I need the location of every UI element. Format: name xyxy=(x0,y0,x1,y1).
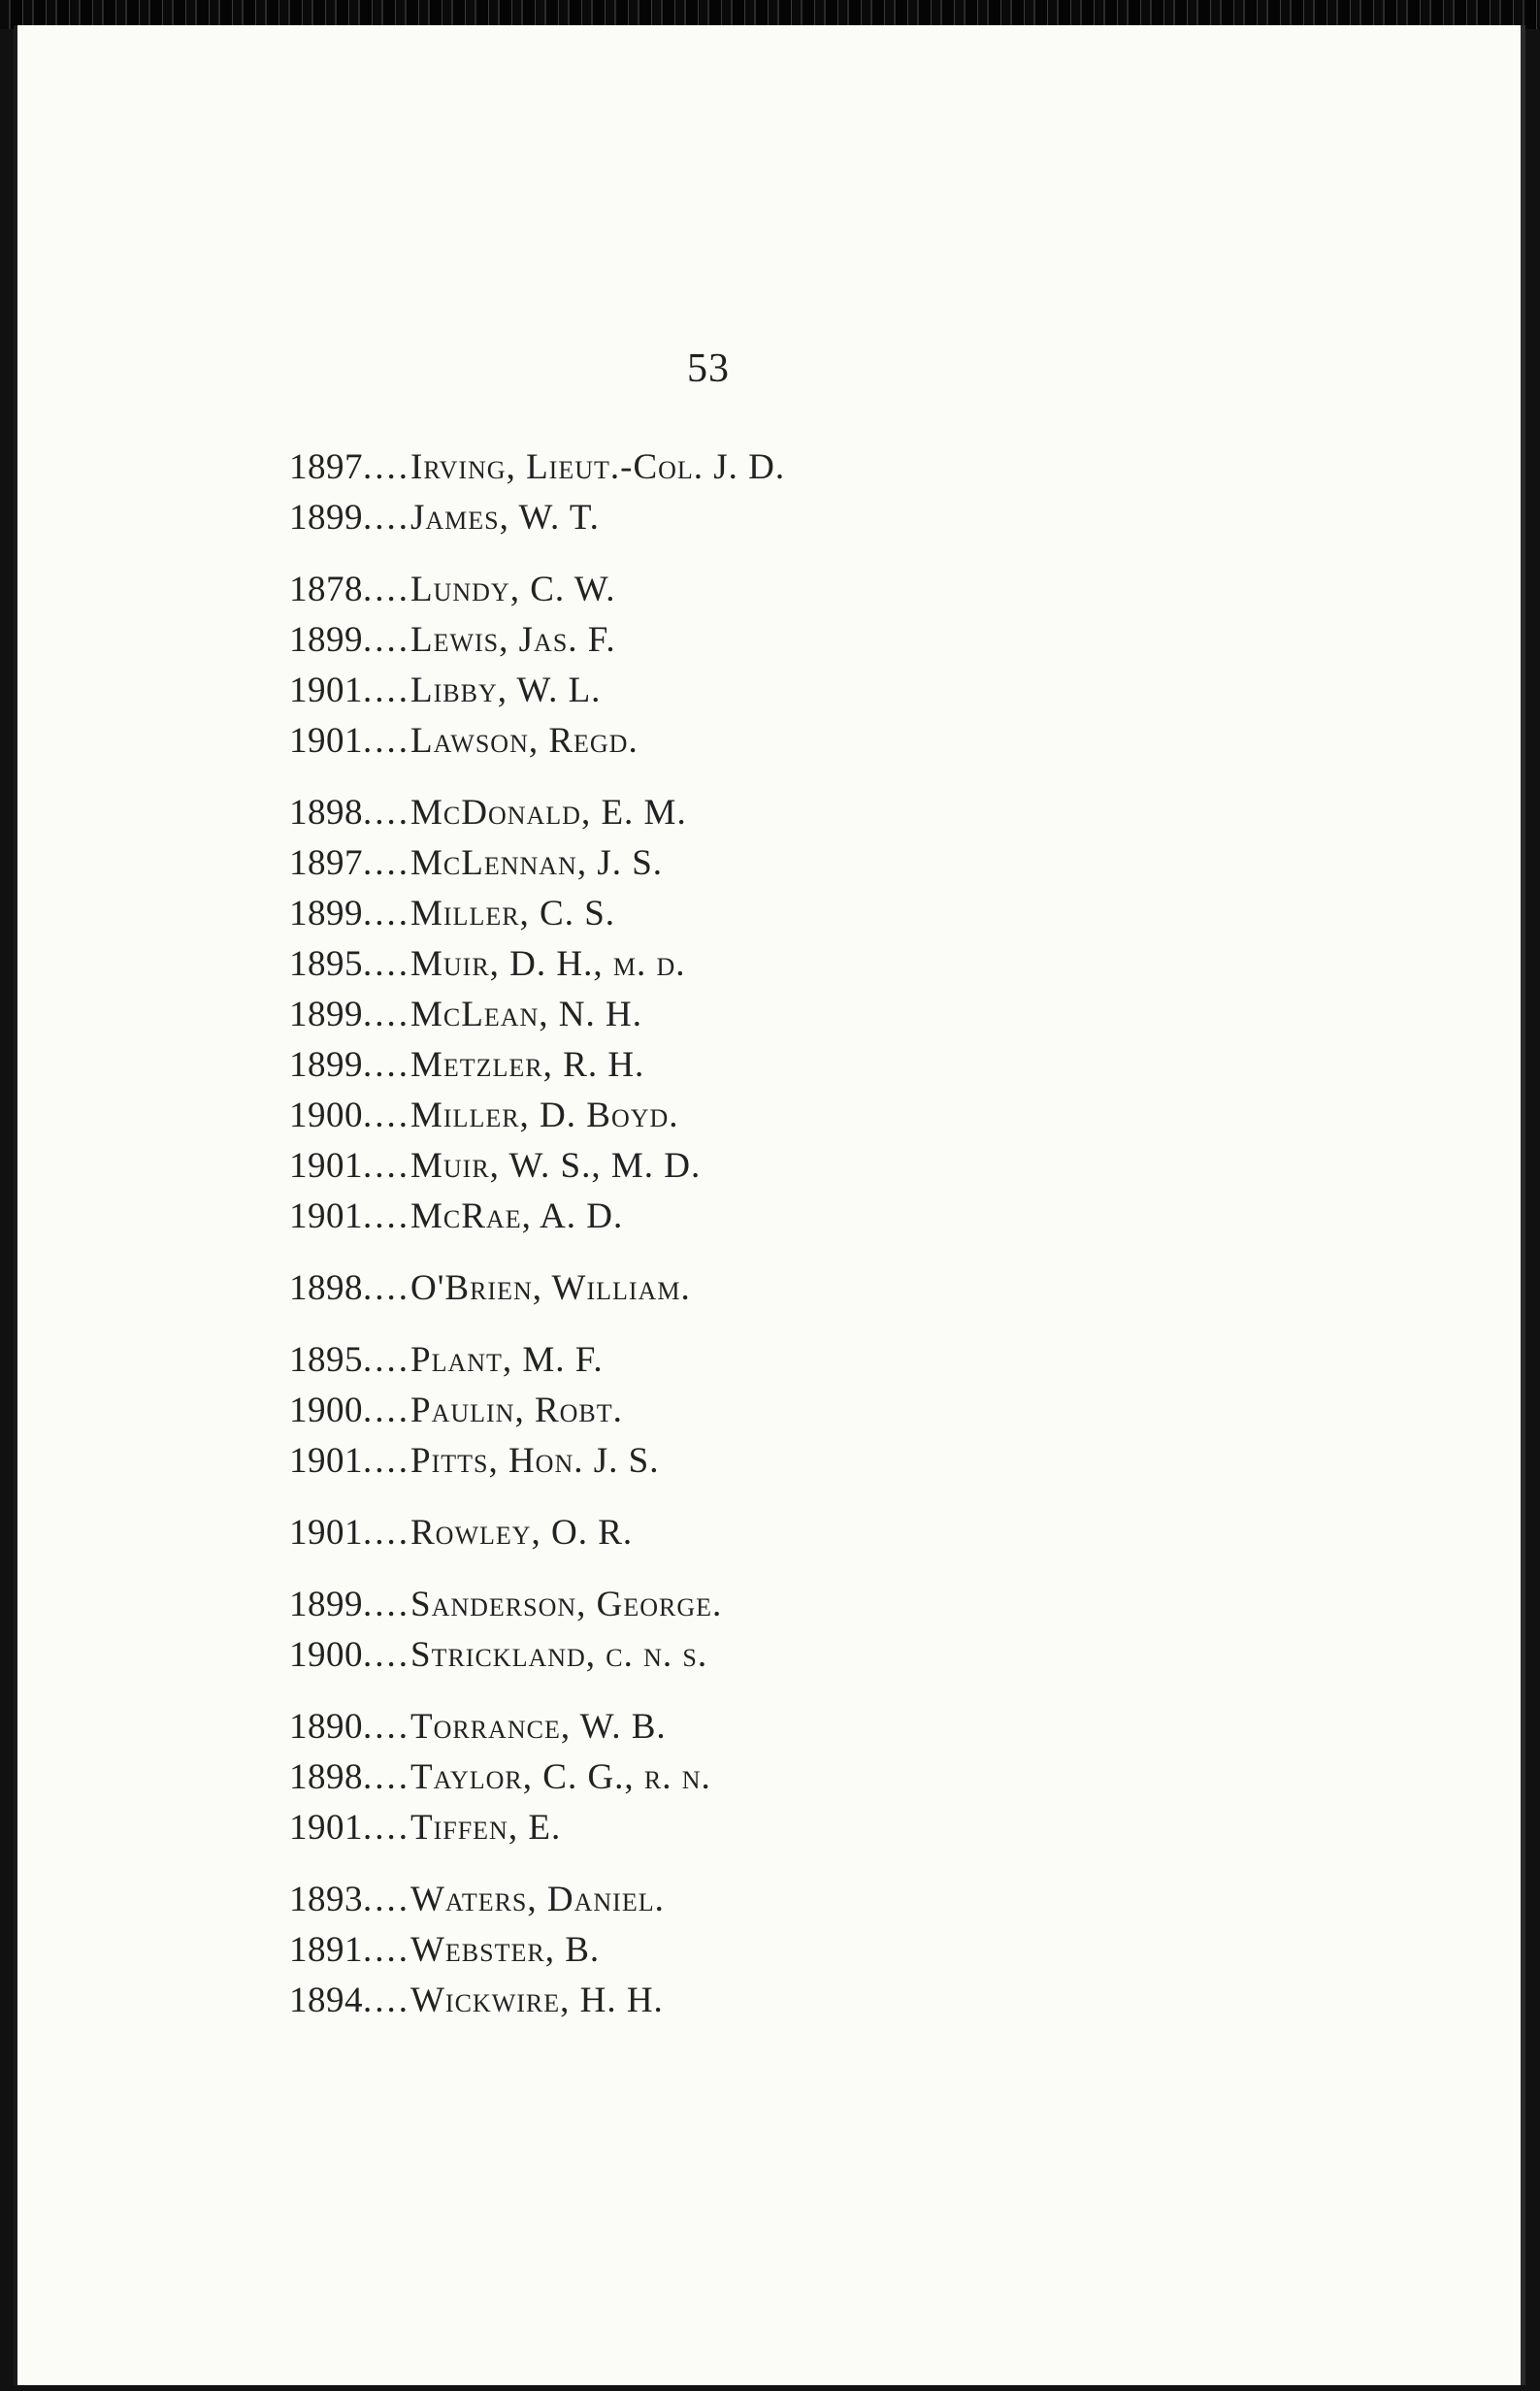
entry-name: Torrance, W. B. xyxy=(410,1707,667,1747)
entry-name: Tiffen, E. xyxy=(410,1808,562,1848)
list-item xyxy=(289,788,1163,838)
leader-dots: .... xyxy=(363,1391,410,1430)
entry-name: Plant, M. F. xyxy=(410,1340,604,1380)
leader-dots: .... xyxy=(363,1981,410,2020)
leader-dots: .... xyxy=(363,1096,410,1135)
entry-name: Paulin, Robt. xyxy=(410,1391,623,1430)
entry-year: 1901 xyxy=(289,671,363,710)
entry-name: Wickwire, H. H. xyxy=(410,1981,664,2020)
list-item xyxy=(289,990,1163,1040)
entry-group xyxy=(289,442,1163,543)
entry-name: Sanderson, George. xyxy=(410,1585,723,1624)
leader-dots: .... xyxy=(363,995,410,1034)
list-item xyxy=(289,442,1163,493)
list-item xyxy=(289,1702,1163,1752)
entry-year: 1890 xyxy=(289,1707,363,1747)
entry-year: 1901 xyxy=(289,1808,363,1848)
list-item xyxy=(289,1630,1163,1681)
list-item xyxy=(289,565,1163,615)
entry-name: Irving, Lieut.-Col. J. D. xyxy=(410,447,786,487)
entry-name: Lawson, Regd. xyxy=(410,721,639,761)
entry-name: Libby, W. L. xyxy=(410,671,602,710)
leader-dots: .... xyxy=(363,570,410,609)
leader-dots: .... xyxy=(363,498,410,538)
leader-dots: .... xyxy=(363,793,410,833)
entry-name: Lundy, C. W. xyxy=(410,570,616,609)
entry-year: 1899 xyxy=(289,620,363,660)
entry-name: Rowley, O. R. xyxy=(410,1513,634,1553)
leader-dots: .... xyxy=(363,1808,410,1848)
leader-dots: .... xyxy=(363,1146,410,1186)
leader-dots: .... xyxy=(363,1757,410,1797)
entry-year: 1899 xyxy=(289,498,363,538)
entry-year: 1899 xyxy=(289,1045,363,1085)
entry-name: Muir, W. S., M. D. xyxy=(410,1146,702,1186)
entry-group xyxy=(289,1508,1163,1558)
entry-year: 1901 xyxy=(289,721,363,761)
entry-name: McDonald, E. M. xyxy=(410,793,687,833)
entry-name: Taylor, C. G., r. n. xyxy=(410,1757,711,1797)
leader-dots: .... xyxy=(363,1635,410,1675)
leader-dots: .... xyxy=(363,1340,410,1380)
leader-dots: .... xyxy=(363,1707,410,1747)
entry-name: McLean, N. H. xyxy=(410,995,642,1034)
list-item xyxy=(289,1263,1163,1314)
list-item xyxy=(289,939,1163,990)
list-item xyxy=(289,1976,1163,2026)
entry-name: Waters, Daniel. xyxy=(410,1880,665,1919)
entry-group xyxy=(289,1335,1163,1487)
leader-dots: .... xyxy=(363,894,410,933)
list-item xyxy=(289,493,1163,543)
leader-dots: .... xyxy=(363,1930,410,1970)
entry-year: 1893 xyxy=(289,1880,363,1919)
page-number: 53 xyxy=(687,346,730,391)
entry-group xyxy=(289,1263,1163,1314)
entry-name: Muir, D. H., m. d. xyxy=(410,944,686,984)
list-item xyxy=(289,838,1163,889)
list-item xyxy=(289,1192,1163,1242)
leader-dots: .... xyxy=(363,1196,410,1236)
entry-name: McRae, A. D. xyxy=(410,1196,624,1236)
leader-dots: .... xyxy=(363,843,410,883)
entry-year: 1901 xyxy=(289,1513,363,1553)
list-item xyxy=(289,1752,1163,1803)
list-item xyxy=(289,1040,1163,1091)
leader-dots: .... xyxy=(363,944,410,984)
leader-dots: .... xyxy=(363,1513,410,1553)
leader-dots: .... xyxy=(363,721,410,761)
entry-group xyxy=(289,1875,1163,2026)
entry-name: O'Brien, William. xyxy=(410,1268,691,1308)
entry-year: 1897 xyxy=(289,447,363,487)
leader-dots: .... xyxy=(363,620,410,660)
member-list xyxy=(289,442,1163,2047)
list-item xyxy=(289,615,1163,666)
entry-year: 1878 xyxy=(289,570,363,609)
entry-year: 1899 xyxy=(289,995,363,1034)
list-item xyxy=(289,889,1163,939)
leader-dots: .... xyxy=(363,671,410,710)
list-item xyxy=(289,1335,1163,1386)
list-item xyxy=(289,1508,1163,1558)
entry-year: 1900 xyxy=(289,1635,363,1675)
leader-dots: .... xyxy=(363,1585,410,1624)
entry-group xyxy=(289,1702,1163,1853)
entry-name: Webster, B. xyxy=(410,1930,601,1970)
entry-year: 1900 xyxy=(289,1096,363,1135)
entry-name: Pitts, Hon. J. S. xyxy=(410,1441,660,1481)
leader-dots: .... xyxy=(363,1880,410,1919)
entry-year: 1898 xyxy=(289,793,363,833)
entry-name: Miller, C. S. xyxy=(410,894,616,933)
list-item xyxy=(289,1875,1163,1925)
entry-year: 1895 xyxy=(289,1340,363,1380)
entry-year: 1901 xyxy=(289,1196,363,1236)
entry-group xyxy=(289,565,1163,767)
entry-year: 1901 xyxy=(289,1441,363,1481)
entry-year: 1901 xyxy=(289,1146,363,1186)
list-item xyxy=(289,1925,1163,1976)
leader-dots: .... xyxy=(363,1441,410,1481)
entry-year: 1897 xyxy=(289,843,363,883)
list-item xyxy=(289,666,1163,716)
entry-name: Miller, D. Boyd. xyxy=(410,1096,679,1135)
list-item xyxy=(289,716,1163,767)
leader-dots: .... xyxy=(363,1045,410,1085)
entry-year: 1894 xyxy=(289,1981,363,2020)
list-item xyxy=(289,1580,1163,1630)
list-item xyxy=(289,1141,1163,1192)
entry-year: 1899 xyxy=(289,1585,363,1624)
entry-name: Lewis, Jas. F. xyxy=(410,620,616,660)
entry-year: 1899 xyxy=(289,894,363,933)
entry-year: 1891 xyxy=(289,1930,363,1970)
book-page xyxy=(14,25,1525,2385)
entry-year: 1898 xyxy=(289,1268,363,1308)
entry-group xyxy=(289,1580,1163,1681)
entry-name: James, W. T. xyxy=(410,498,600,538)
entry-group xyxy=(289,788,1163,1242)
entry-name: McLennan, J. S. xyxy=(410,843,664,883)
list-item xyxy=(289,1436,1163,1487)
entry-year: 1900 xyxy=(289,1391,363,1430)
entry-year: 1898 xyxy=(289,1757,363,1797)
entry-year: 1895 xyxy=(289,944,363,984)
leader-dots: .... xyxy=(363,447,410,487)
entry-name: Metzler, R. H. xyxy=(410,1045,645,1085)
list-item xyxy=(289,1091,1163,1141)
entry-name: Strickland, c. n. s. xyxy=(410,1635,708,1675)
leader-dots: .... xyxy=(363,1268,410,1308)
list-item xyxy=(289,1386,1163,1436)
list-item xyxy=(289,1803,1163,1853)
